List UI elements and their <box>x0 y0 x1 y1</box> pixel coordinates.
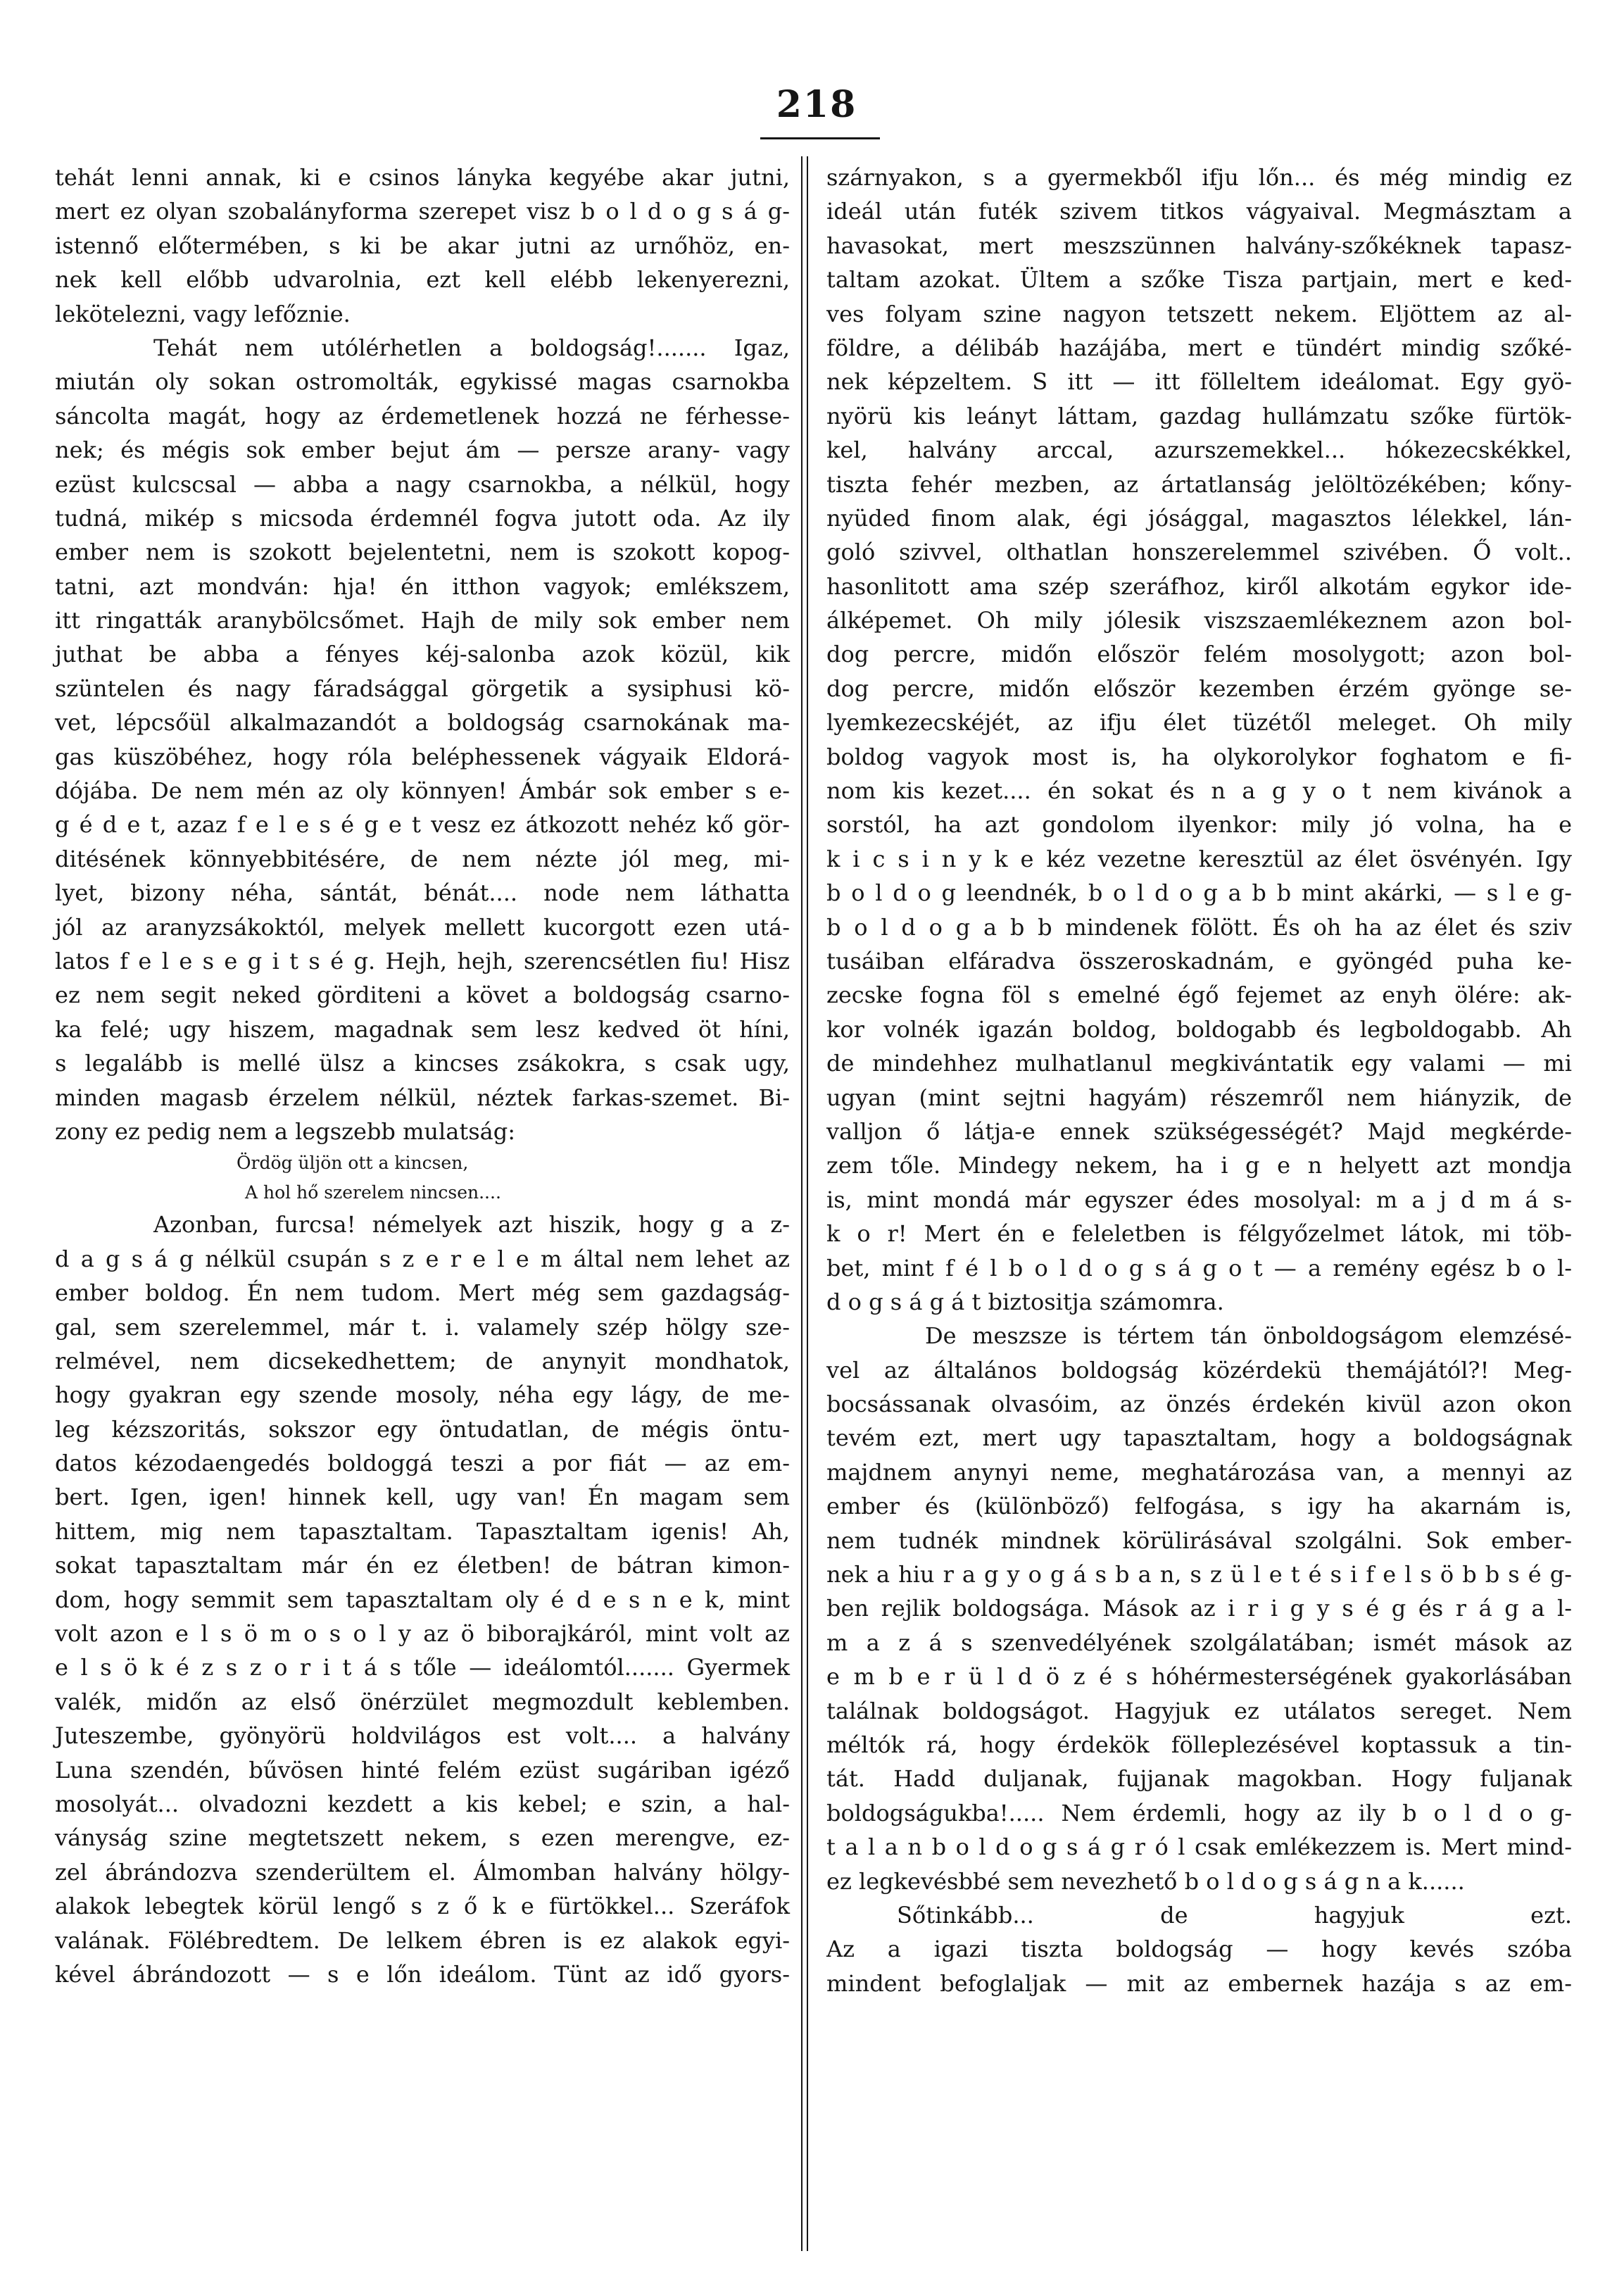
text-line: b o l d o g leendnék, b o l d o g a b b mint akárki, — s l e g- <box>826 879 1572 907</box>
text-line: k o r! Mert én e feleletben is félgyőzelmet látok, mi töb- <box>826 1220 1572 1248</box>
text-line: relmével, nem dicsekedhettem; de anynyit mondhatok, <box>55 1347 790 1374</box>
text-line: ember és (különböző) felfogása, s igy ha akarnám is, <box>826 1493 1572 1520</box>
text-line: tevém ezt, mert ugy tapasztaltam, hogy a boldogságnak <box>826 1424 1572 1452</box>
text-line: m a z á s szenvedélyének szolgálatában; ismét mások az <box>826 1629 1572 1656</box>
text-line: tatni, azt mondván: hja! én itthon vagyok; emlékszem, <box>55 572 790 600</box>
text-line: volt azon e l s ö m o s o l y az ö biborajkáról, mint volt az <box>55 1620 790 1648</box>
text-line: zel ábrándozva szenderültem el. Álmomban halvány hölgy- <box>55 1858 790 1886</box>
text-line: d o g s á g á t biztositja számomra. <box>826 1288 1224 1315</box>
text-line: tiszta fehér mezben, az ártatlanság jelöltözékében; kőny- <box>826 470 1572 498</box>
text-line: gas küszöbéhez, hogy róla beléphessenek vágyaik Eldorá- <box>55 743 790 770</box>
text-line: dom, hogy semmit sem tapasztaltam oly é d e s n e k, mint <box>55 1586 790 1613</box>
left-column <box>55 161 790 1991</box>
text-line: alakok lebegtek körül lengő s z ő k e fürtökkel... Szeráfok <box>55 1893 790 1920</box>
text-line: földre, a délibáb hazájába, mert e tündért mindig szőké- <box>826 334 1572 361</box>
text-line: ványság szine megtetszett nekem, s ezen merengve, ez- <box>55 1824 790 1852</box>
text-line: találnak boldogságot. Hagyjuk ez utálatos sereget. Nem <box>826 1697 1572 1724</box>
text-line: nyüded finom alak, égi jósággal, magasztos lélekkel, lán- <box>826 504 1572 532</box>
text-line: latos f e l e s e g i t s é g. Hejh, hejh, szerencsétlen fiu! Hisz <box>55 947 790 974</box>
text-line: leg kézszoritás, sokszor egy öntudatlan, de mégis öntu- <box>55 1415 790 1443</box>
text-line: lekötelezni, vagy lefőznie. <box>55 300 351 327</box>
text-line: hittem, mig nem tapasztaltam. Tapasztaltam igenis! Ah, <box>55 1517 790 1545</box>
text-line: ditésének könnyebbitésére, de nem nézte jól meg, mi- <box>55 845 790 872</box>
text-line: nem tudnék mindnek körülirásával szolgálni. Sok ember- <box>826 1527 1572 1554</box>
text-line: juthat be abba a fényes kéj-salonba azok közül, kik <box>55 641 790 668</box>
text-line: De meszsze is tértem tán önboldogságom elemzésé- <box>925 1322 1572 1350</box>
text-line: dog percre, midőn először kezemben érzém gyönge se- <box>826 675 1572 702</box>
text-line: mert ez olyan szobalányforma szerepet visz b o l d o g s á g- <box>55 198 790 225</box>
text-line: lyemkezecskéjét, az ifju élet tüzétől meleget. Oh mily <box>826 709 1572 737</box>
text-line: zecske fogna föl s emelné égő fejemet az enyh ölére: ak- <box>826 982 1572 1009</box>
text-line: nek kell előbb udvarolnia, ezt kell elébb lekenyerezni, <box>55 266 790 294</box>
text-line: nek képzeltem. S itt — itt fölleltem ideálomat. Egy gyö- <box>826 368 1572 396</box>
text-line: nyörü kis leányt láttam, gazdag hullámzatu szőke fürtök- <box>826 402 1572 430</box>
text-line: havasokat, mert meszszünnen halvány-szőkéknek tapasz- <box>826 232 1572 259</box>
text-line: méltók rá, hogy érdekök fölleplezésével koptassuk a tin- <box>826 1731 1572 1758</box>
text-line: ka felé; ugy hiszem, magadnak sem lesz kedved öt híni, <box>55 1015 790 1043</box>
verse-line: A hol hő szerelem nincsen.... <box>245 1182 501 1203</box>
text-line: sokat tapasztaltam már én ez életben! de bátran kimon- <box>55 1552 790 1579</box>
text-line: nom kis kezet.... én sokat és n a g y o t nem kivánok a <box>826 777 1572 805</box>
text-line: valának. Fölébredtem. De lelkem ébren is ez alakok egyi- <box>55 1926 790 1954</box>
text-line: Az a igazi tiszta boldogság — hogy kevés szóba <box>826 1936 1572 1963</box>
text-line: ideál után futék szivem titkos vágyaival. Megmásztam a <box>826 198 1572 225</box>
text-line: tát. Hadd duljanak, fujjanak magokban. Hogy fuljanak <box>826 1765 1572 1793</box>
page-number: 218 <box>776 83 857 126</box>
text-line: Juteszembe, gyönyörü holdvilágos est volt.... a halvány <box>55 1722 790 1750</box>
text-line: ez legkevésbbé sem nevezhető b o l d o g s á g n a k...... <box>826 1867 1465 1895</box>
text-line: boldogságukba!..... Nem érdemli, hogy az ily b o l d o g- <box>826 1799 1572 1826</box>
text-line: ember boldog. Én nem tudom. Mert még sem gazdagság- <box>55 1279 790 1307</box>
text-line: g é d e t, azaz f e l e s é g e t vesz ez átkozott nehéz kő gör- <box>55 811 790 839</box>
text-line: sorstól, ha azt gondolom ilyenkor: mily jó volna, ha e <box>826 811 1572 839</box>
text-line: ves folyam szine nagyon tetszett nekem. Eljöttem az al- <box>826 300 1572 327</box>
column-divider <box>801 156 808 2251</box>
verse-line: Ördög üljön ott a kincsen, <box>237 1153 469 1174</box>
text-line: Sőtinkább... de hagyjuk ezt. <box>897 1901 1572 1929</box>
right-column <box>826 161 1572 2000</box>
text-line: de mindehhez mulhatlanul megkivántatik egy valami — mi <box>826 1050 1572 1077</box>
text-line: datos kézodaengedés boldoggá teszi a por fiát — az em- <box>55 1450 790 1477</box>
text-line: is, mint mondá már egyszer édes mosolyal: m a j d m á s- <box>826 1186 1572 1213</box>
text-line: kével ábrándozott — s e lőn ideálom. Tünt az idő gyors- <box>55 1960 790 1988</box>
header-rule <box>760 137 880 139</box>
text-line: szárnyakon, s a gyermekből ifju lőn... és még mindig ez <box>826 164 1572 191</box>
text-line: kel, halvány arccal, azurszemekkel... hókezecskékkel, <box>826 437 1572 464</box>
text-line: ez nem segit neked görditeni a követ a boldogság csarno- <box>55 982 790 1009</box>
text-line: b o l d o g a b b mindenek fölött. És oh ha az élet és sziv <box>826 913 1572 941</box>
text-line: k i c s i n y k e kéz vezetne keresztül az élet ösvényén. Igy <box>826 845 1572 872</box>
text-line: tusáiban elfáradva összeroskadnám, e gyöngéd puha ke- <box>826 947 1572 974</box>
text-line: mindent befoglaljak — mit az embernek hazája s az em- <box>826 1969 1572 1997</box>
text-line: szüntelen és nagy fáradsággal görgetik a sysiphusi kö- <box>55 675 790 702</box>
text-line: lyet, bizony néha, sántát, bénát.... node nem láthatta <box>55 879 790 907</box>
text-line: t a l a n b o l d o g s á g r ó l csak emlékezzem is. Mert mind- <box>826 1834 1572 1861</box>
text-line: bocsássanak olvasóim, az önzés érdekén kivül azon okon <box>826 1391 1572 1418</box>
text-line: e l s ö k é z s z o r i t á s tőle — ideálomtól....... Gyermek <box>55 1654 790 1681</box>
text-line: kor volnék igazán boldog, boldogabb és legboldogabb. Ah <box>826 1015 1572 1043</box>
text-line: minden magasb érzelem nélkül, néztek farkas-szemet. Bi- <box>55 1084 790 1111</box>
text-line: majdnem anynyi neme, meghatározása van, a mennyi az <box>826 1458 1572 1486</box>
text-line: boldog vagyok most is, ha olykorolykor foghatom e fi- <box>826 743 1572 770</box>
text-line: vet, lépcsőül alkalmazandót a boldogság csarnokának ma- <box>55 709 790 737</box>
text-line: ugyan (mint sejtni hagyám) részemről nem hiányzik, de <box>826 1084 1572 1111</box>
text-line: dog percre, midőn először felém mosolygott; azon bol- <box>826 641 1572 668</box>
text-line: Luna szendén, bűvösen hinté felém ezüst sugáriban igéző <box>55 1756 790 1784</box>
text-line: hogy gyakran egy szende mosoly, néha egy lágy, de me- <box>55 1381 790 1409</box>
text-line: vel az általános boldogság közérdekü themájától?! Meg- <box>826 1356 1572 1384</box>
text-line: ben rejlik boldogsága. Mások az i r i g y s é g és r á g a l- <box>826 1595 1572 1622</box>
text-line: itt ringatták aranybölcsőmet. Hajh de mily sok ember nem <box>55 607 790 634</box>
text-line: miután oly sokan ostromolták, egykissé magas csarnokba <box>55 368 790 396</box>
text-line: valék, midőn az első önérzület megmozdult keblemben. <box>55 1688 790 1715</box>
text-line: tehát lenni annak, ki e csinos lányka kegyébe akar jutni, <box>55 164 790 191</box>
text-line: istennő előtermében, s ki be akar jutni az urnőhöz, en- <box>55 232 790 259</box>
text-line: zem tőle. Mindegy nekem, ha i g e n helyett azt mondja <box>826 1152 1572 1179</box>
text-line: ember nem is szokott bejelentetni, nem is szokott kopog- <box>55 539 790 566</box>
text-line: sáncolta magát, hogy az érdemetlenek hozzá ne férhesse- <box>55 402 790 430</box>
text-line: jól az aranyzsákoktól, melyek mellett kucorgott ezen utá- <box>55 913 790 941</box>
text-line: ezüst kulcscsal — abba a nagy csarnokba, a nélkül, hogy <box>55 470 790 498</box>
text-line: álképemet. Oh mily jólesik viszszaemlékeznem azon bol- <box>826 607 1572 634</box>
text-line: bet, mint f é l b o l d o g s á g o t — a remény egész b o l- <box>826 1254 1572 1281</box>
text-line: bert. Igen, igen! hinnek kell, ugy van! Én magam sem <box>55 1484 790 1511</box>
text-line: mosolyát... olvadozni kezdett a kis kebel; e szin, a hal- <box>55 1790 790 1817</box>
text-line: nek; és mégis sok ember bejut ám — persze arany- vagy <box>55 437 790 464</box>
text-line: Tehát nem utólérhetlen a boldogság!....... Igaz, <box>153 334 790 361</box>
text-line: hasonlitott ama szép szeráfhoz, kiről alkotám egykor ide- <box>826 572 1572 600</box>
text-line: s legalább is mellé ülsz a kincses zsákokra, s csak ugy, <box>55 1050 790 1077</box>
text-line: zony ez pedig nem a legszebb mulatság: <box>55 1117 515 1145</box>
text-line: nek a hiu r a g y o g á s b a n, s z ü l e t é s i f e l s ö b b s é g- <box>826 1561 1572 1588</box>
text-line: tudná, mikép s micsoda érdemnél fogva jutott oda. Az ily <box>55 504 790 532</box>
text-line: dójába. De nem mén az oly könnyen! Ámbár sok ember s e- <box>55 777 790 805</box>
text-line: Azonban, furcsa! némelyek azt hiszik, hogy g a z- <box>153 1211 790 1239</box>
text-line: taltam azokat. Ültem a szőke Tisza partjain, mert e ked- <box>826 266 1572 294</box>
text-line: valljon ő látja-e ennek szükségességét? Majd megkérde- <box>826 1117 1572 1145</box>
text-line: goló szivvel, olthatlan honszerelemmel szivében. Ő volt.. <box>826 539 1572 566</box>
text-line: gal, sem szerelemmel, már t. i. valamely szép hölgy sze- <box>55 1313 790 1341</box>
text-line: e m b e r ü l d ö z é s hóhérmesterségének gyakorlásában <box>826 1663 1572 1691</box>
text-line: d a g s á g nélkül csupán s z e r e l e m által nem lehet az <box>55 1245 790 1272</box>
